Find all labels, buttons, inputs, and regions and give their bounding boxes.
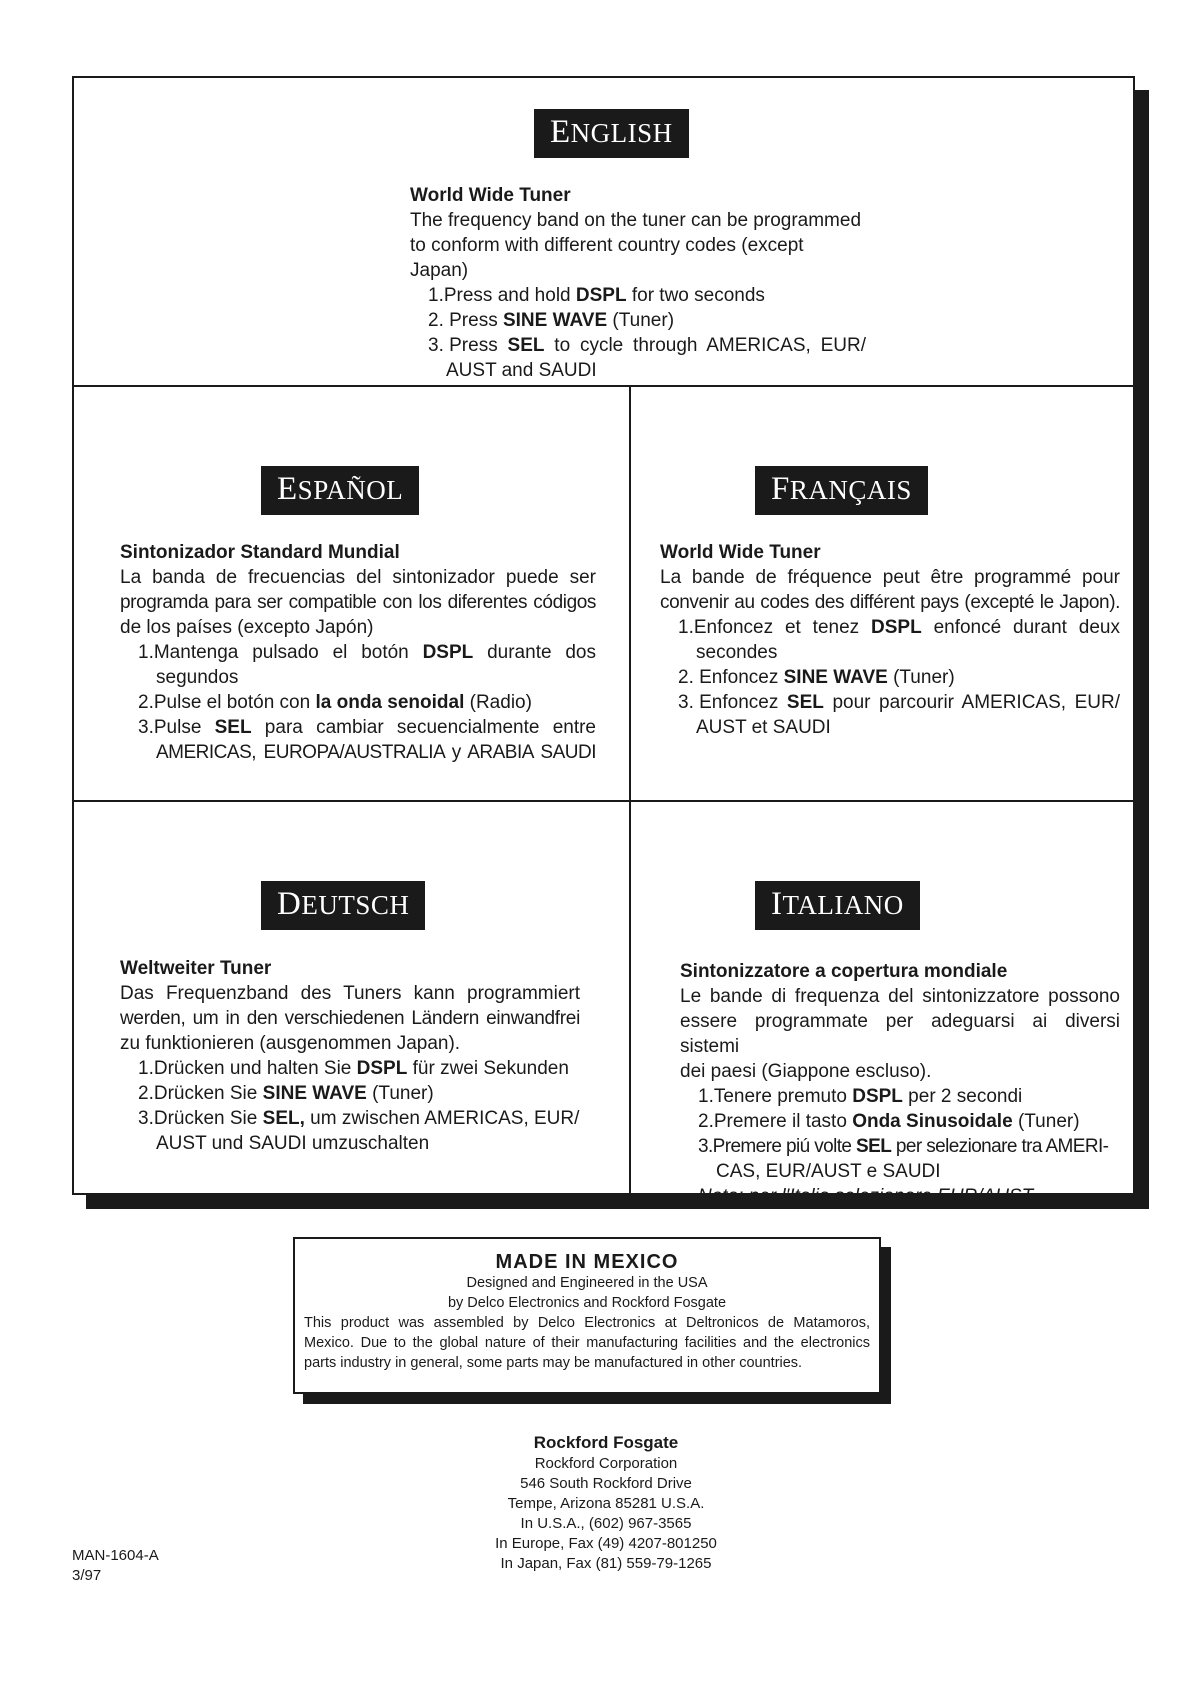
made-in-mexico-title: MADE IN MEXICO <box>495 1251 679 1273</box>
italiano-step3: 3. Premere piú volte SEL per selezionare tra AMERI- <box>698 1136 1109 1157</box>
espanol-step3: 3. Pulse SEL para cambiar secuencialmente entre <box>138 717 596 738</box>
deutsch-line2: werden, um in den verschiedenen Ländern einwandfrei <box>120 1008 580 1029</box>
english-step3: 3. Press SEL to cycle through AMERICAS, EUR/ <box>428 335 866 356</box>
badge-francais: FRANÇAIS <box>755 466 928 515</box>
english-step3-cont: AUST and SAUDI <box>446 360 597 381</box>
espanol-line3: de los países (excepto Japón) <box>120 617 374 638</box>
english-step2: 2. Press SINE WAVE (Tuner) <box>428 310 675 331</box>
section-deutsch <box>120 956 580 1156</box>
corporation-name: Rockford Corporation <box>534 1455 678 1472</box>
section-francais <box>660 540 1120 740</box>
assembly-paragraph: This product was assembled by Delco Electronics at Deltronicos de Matamoros, Mexico. Due to the global nature of their manufacturing facilities and the electronics parts industry in general, some parts may be manufactured in other countries. <box>304 1315 870 1371</box>
english-line2: to conform with different country codes (except Japan) <box>410 235 804 281</box>
francais-step1: 1. Enfoncez et tenez DSPL enfoncé durant deux <box>678 617 1120 638</box>
divider-top <box>74 385 1133 387</box>
fax-japan: In Japan, Fax (81) 559-79-1265 <box>500 1555 712 1572</box>
manual-number: MAN-1604-A <box>72 1547 159 1564</box>
english-line1: The frequency band on the tuner can be programmed <box>410 210 862 231</box>
main-box <box>72 76 1135 1207</box>
badge-espanol: ESPAÑOL <box>261 466 419 515</box>
badge-deutsch: DEUTSCH <box>261 881 425 930</box>
deutsch-title: Weltweiter Tuner <box>120 958 272 979</box>
company-address <box>420 1432 792 1574</box>
company-name: Rockford Fosgate <box>533 1433 679 1452</box>
italiano-line1: Le bande di frequenza del sintonizzatore possono <box>680 986 1120 1007</box>
made-in-mexico-box <box>293 1237 881 1394</box>
divider-middle <box>74 800 1133 802</box>
italiano-step2: 2. Premere il tasto Onda Sinusoidale (Tuner) <box>698 1111 1080 1132</box>
italiano-line2: essere programmate per adeguarsi ai diversi sistemi <box>680 1011 1120 1057</box>
deutsch-line1: Das Frequenzband des Tuners kann programmiert <box>120 983 580 1004</box>
city-address: Tempe, Arizona 85281 U.S.A. <box>507 1495 705 1512</box>
espanol-step3-cont: AMERICAS, EUROPA/AUSTRALIA y ARABIA SAUDI <box>156 742 596 763</box>
english-title: World Wide Tuner <box>410 185 571 206</box>
espanol-step2: 2. Pulse el botón con la onda senoidal (Radio) <box>138 692 532 713</box>
francais-line1: La bande de fréquence peut être programmé pour <box>660 567 1120 588</box>
deutsch-step3: 3. Drücken Sie SEL, um zwischen AMERICAS, EUR/ <box>138 1108 580 1129</box>
francais-step3: 3. Enfoncez SEL pour parcourir AMERICAS, EUR/ <box>678 692 1121 713</box>
section-espanol <box>120 540 596 765</box>
section-italiano <box>680 959 1120 1209</box>
section-english <box>410 183 866 383</box>
manual-date: 3/97 <box>72 1567 102 1584</box>
italiano-title: Sintonizzatore a copertura mondiale <box>680 961 1008 982</box>
deutsch-step2: 2. Drücken Sie SINE WAVE (Tuner) <box>138 1083 434 1104</box>
divider-vertical <box>629 385 631 1193</box>
italiano-step3-cont: CAS, EUR/AUST e SAUDI <box>716 1161 941 1182</box>
italiano-line3: dei paesi (Giappone escluso). <box>680 1061 932 1082</box>
francais-line2: convenir au codes des différent pays (excepté le Japon). <box>660 592 1120 613</box>
italiano-step1: 1. Tenere premuto DSPL per 2 secondi <box>698 1086 1023 1107</box>
phone-usa: In U.S.A., (602) 967-3565 <box>520 1515 692 1532</box>
espanol-title: Sintonizador Standard Mundial <box>120 542 400 563</box>
deutsch-step3-cont: AUST und SAUDI umzuschalten <box>156 1133 430 1154</box>
francais-title: World Wide Tuner <box>660 542 821 563</box>
francais-step2: 2. Enfoncez SINE WAVE (Tuner) <box>678 667 955 688</box>
fax-europe: In Europe, Fax (49) 4207-801250 <box>495 1535 717 1552</box>
street-address: 546 South Rockford Drive <box>520 1475 692 1492</box>
italiano-note: Nota: per l'Italia selezionare EUR/AUST <box>698 1186 1034 1207</box>
francais-step1-cont: secondes <box>696 642 778 663</box>
deutsch-line3: zu funktionieren (ausgenommen Japan). <box>120 1033 461 1054</box>
francais-step3-cont: AUST et SAUDI <box>696 717 831 738</box>
designed-line: Designed and Engineered in the USA <box>466 1275 708 1291</box>
espanol-step1: 1. Mantenga pulsado el botón DSPL durante dos <box>138 642 596 663</box>
espanol-line1: La banda de frecuencias del sintonizador puede ser <box>120 567 596 588</box>
document-code <box>72 1546 159 1586</box>
espanol-step1-cont: segundos <box>156 667 239 688</box>
espanol-line2: programda para ser compatible con los diferentes códigos <box>120 592 596 613</box>
deutsch-step1: 1. Drücken und halten Sie DSPL für zwei Sekunden <box>138 1058 569 1079</box>
badge-italiano: ITALIANO <box>755 881 920 930</box>
engineered-by-line: by Delco Electronics and Rockford Fosgate <box>447 1295 727 1311</box>
english-step1: 1. Press and hold DSPL for two seconds <box>428 285 765 306</box>
badge-english: ENGLISH <box>534 109 689 158</box>
